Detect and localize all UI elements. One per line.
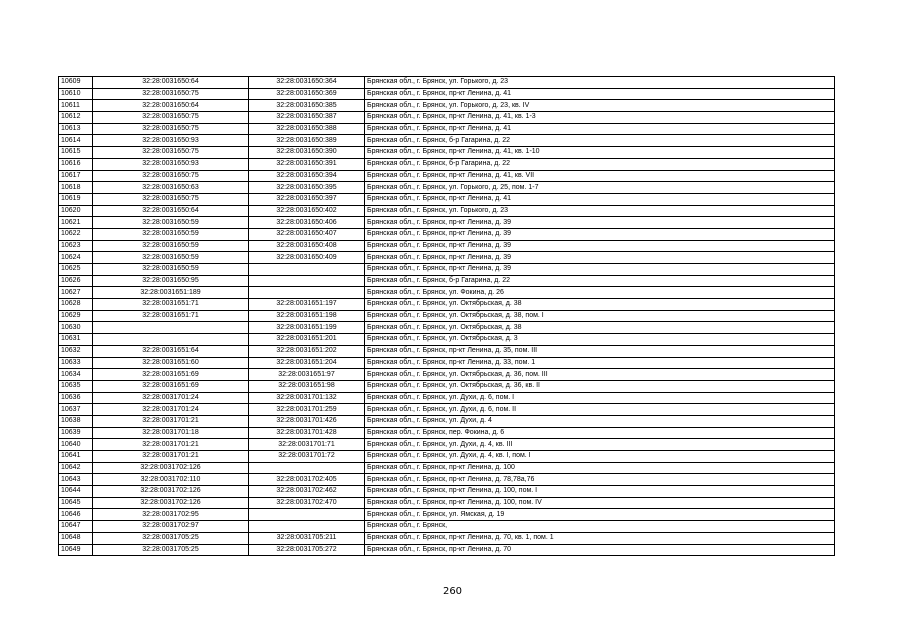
land-cadastral-number-cell: 32:28:0031651:71 bbox=[93, 299, 249, 311]
land-cadastral-number-cell: 32:28:0031650:93 bbox=[93, 135, 249, 147]
record-number-cell: 10645 bbox=[59, 497, 93, 509]
land-cadastral-number-cell: 32:28:0031650:59 bbox=[93, 217, 249, 229]
address-cell: Брянская обл., г. Брянск, ул. Ямская, д. 19 bbox=[365, 509, 835, 521]
address-cell: Брянская обл., г. Брянск, пр-кт Ленина, д. 100 bbox=[365, 462, 835, 474]
record-number-cell: 10619 bbox=[59, 193, 93, 205]
table-row bbox=[59, 123, 835, 135]
object-cadastral-number-cell: 32:28:0031650:395 bbox=[249, 182, 365, 194]
record-number-cell: 10640 bbox=[59, 439, 93, 451]
record-number-cell: 10626 bbox=[59, 275, 93, 287]
table-row bbox=[59, 357, 835, 369]
object-cadastral-number-cell bbox=[249, 275, 365, 287]
object-cadastral-number-cell: 32:28:0031650:409 bbox=[249, 252, 365, 264]
address-cell: Брянская обл., г. Брянск, пр-кт Ленина, д. 39 bbox=[365, 264, 835, 276]
land-cadastral-number-cell: 32:28:0031650:75 bbox=[93, 170, 249, 182]
object-cadastral-number-cell: 32:28:0031651:199 bbox=[249, 322, 365, 334]
record-number-cell: 10644 bbox=[59, 486, 93, 498]
table-row bbox=[59, 415, 835, 427]
table-row bbox=[59, 310, 835, 322]
object-cadastral-number-cell: 32:28:0031651:202 bbox=[249, 345, 365, 357]
record-number-cell: 10639 bbox=[59, 427, 93, 439]
address-cell: Брянская обл., г. Брянск, ул. Октябрьская, д. 38 bbox=[365, 322, 835, 334]
record-number-cell: 10629 bbox=[59, 310, 93, 322]
land-cadastral-number-cell: 32:28:0031650:75 bbox=[93, 123, 249, 135]
address-cell: Брянская обл., г. Брянск, пр-кт Ленина, д. 41 bbox=[365, 193, 835, 205]
address-cell: Брянская обл., г. Брянск, пр-кт Ленина, д. 41, кв. 1-3 bbox=[365, 112, 835, 124]
land-cadastral-number-cell bbox=[93, 334, 249, 346]
object-cadastral-number-cell: 32:28:0031650:364 bbox=[249, 77, 365, 89]
table-row bbox=[59, 228, 835, 240]
table-row bbox=[59, 521, 835, 533]
object-cadastral-number-cell: 32:28:0031650:402 bbox=[249, 205, 365, 217]
address-cell: Брянская обл., г. Брянск, пр-кт Ленина, д. 41, кв. VII bbox=[365, 170, 835, 182]
land-cadastral-number-cell: 32:28:0031705:25 bbox=[93, 544, 249, 556]
table-row bbox=[59, 392, 835, 404]
land-cadastral-number-cell: 32:28:0031701:24 bbox=[93, 404, 249, 416]
land-cadastral-number-cell: 32:28:0031701:21 bbox=[93, 439, 249, 451]
object-cadastral-number-cell: 32:28:0031650:408 bbox=[249, 240, 365, 252]
table-row bbox=[59, 369, 835, 381]
record-number-cell: 10609 bbox=[59, 77, 93, 89]
table-row bbox=[59, 509, 835, 521]
address-cell: Брянская обл., г. Брянск, пр-кт Ленина, д. 35, пом. III bbox=[365, 345, 835, 357]
address-cell: Брянская обл., г. Брянск, ул. Горького, д. 23, кв. IV bbox=[365, 100, 835, 112]
address-cell: Брянская обл., г. Брянск, пр-кт Ленина, д. 41, кв. 1-10 bbox=[365, 147, 835, 159]
record-number-cell: 10632 bbox=[59, 345, 93, 357]
object-cadastral-number-cell: 32:28:0031650:385 bbox=[249, 100, 365, 112]
land-cadastral-number-cell: 32:28:0031650:63 bbox=[93, 182, 249, 194]
address-cell: Брянская обл., г. Брянск, пр-кт Ленина, д. 70, кв. 1, пом. 1 bbox=[365, 532, 835, 544]
address-cell: Брянская обл., г. Брянск, ул. Октябрьская, д. 36, пом. III bbox=[365, 369, 835, 381]
address-cell: Брянская обл., г. Брянск, пер. Фокина, д. 6 bbox=[365, 427, 835, 439]
table-row bbox=[59, 264, 835, 276]
table-row bbox=[59, 380, 835, 392]
land-cadastral-number-cell bbox=[93, 322, 249, 334]
land-cadastral-number-cell: 32:28:0031650:75 bbox=[93, 147, 249, 159]
table-row bbox=[59, 544, 835, 556]
object-cadastral-number-cell: 32:28:0031650:390 bbox=[249, 147, 365, 159]
land-cadastral-number-cell: 32:28:0031702:95 bbox=[93, 509, 249, 521]
address-cell: Брянская обл., г. Брянск, ул. Октябрьская, д. 38 bbox=[365, 299, 835, 311]
table-row bbox=[59, 217, 835, 229]
object-cadastral-number-cell: 32:28:0031651:98 bbox=[249, 380, 365, 392]
object-cadastral-number-cell: 32:28:0031650:397 bbox=[249, 193, 365, 205]
address-cell: Брянская обл., г. Брянск, ул. Октябрьская, д. 3 bbox=[365, 334, 835, 346]
object-cadastral-number-cell: 32:28:0031705:211 bbox=[249, 532, 365, 544]
address-cell: Брянская обл., г. Брянск, пр-кт Ленина, д. 41 bbox=[365, 88, 835, 100]
record-number-cell: 10647 bbox=[59, 521, 93, 533]
record-number-cell: 10636 bbox=[59, 392, 93, 404]
table-row bbox=[59, 240, 835, 252]
record-number-cell: 10611 bbox=[59, 100, 93, 112]
table-row bbox=[59, 193, 835, 205]
table-row bbox=[59, 158, 835, 170]
land-cadastral-number-cell: 32:28:0031702:126 bbox=[93, 497, 249, 509]
land-cadastral-number-cell: 32:28:0031650:59 bbox=[93, 252, 249, 264]
address-cell: Брянская обл., г. Брянск, пр-кт Ленина, д. 39 bbox=[365, 228, 835, 240]
address-cell: Брянская обл., г. Брянск, пр-кт Ленина, д. 100, пом. I bbox=[365, 486, 835, 498]
record-number-cell: 10614 bbox=[59, 135, 93, 147]
record-number-cell: 10635 bbox=[59, 380, 93, 392]
page-number: 260 bbox=[442, 586, 463, 597]
land-cadastral-number-cell: 32:28:0031651:69 bbox=[93, 380, 249, 392]
object-cadastral-number-cell: 32:28:0031702:462 bbox=[249, 486, 365, 498]
address-cell: Брянская обл., г. Брянск, пр-кт Ленина, д. 39 bbox=[365, 217, 835, 229]
object-cadastral-number-cell: 32:28:0031705:272 bbox=[249, 544, 365, 556]
table-row bbox=[59, 135, 835, 147]
table-row bbox=[59, 334, 835, 346]
land-cadastral-number-cell: 32:28:0031650:75 bbox=[93, 88, 249, 100]
land-cadastral-number-cell: 32:28:0031701:18 bbox=[93, 427, 249, 439]
table-row bbox=[59, 112, 835, 124]
land-cadastral-number-cell: 32:28:0031702:126 bbox=[93, 486, 249, 498]
object-cadastral-number-cell: 32:28:0031651:197 bbox=[249, 299, 365, 311]
object-cadastral-number-cell: 32:28:0031651:204 bbox=[249, 357, 365, 369]
object-cadastral-number-cell: 32:28:0031651:201 bbox=[249, 334, 365, 346]
object-cadastral-number-cell: 32:28:0031701:132 bbox=[249, 392, 365, 404]
land-cadastral-number-cell: 32:28:0031650:93 bbox=[93, 158, 249, 170]
registry-table-body bbox=[59, 77, 835, 556]
record-number-cell: 10634 bbox=[59, 369, 93, 381]
address-cell: Брянская обл., г. Брянск, ул. Октябрьская, д. 38, пом. I bbox=[365, 310, 835, 322]
record-number-cell: 10646 bbox=[59, 509, 93, 521]
land-cadastral-number-cell: 32:28:0031650:64 bbox=[93, 77, 249, 89]
object-cadastral-number-cell: 32:28:0031651:97 bbox=[249, 369, 365, 381]
land-cadastral-number-cell: 32:28:0031701:21 bbox=[93, 415, 249, 427]
address-cell: Брянская обл., г. Брянск, ул. Горького, д. 25, пом. 1-7 bbox=[365, 182, 835, 194]
object-cadastral-number-cell: 32:28:0031701:72 bbox=[249, 451, 365, 463]
record-number-cell: 10637 bbox=[59, 404, 93, 416]
object-cadastral-number-cell: 32:28:0031650:387 bbox=[249, 112, 365, 124]
record-number-cell: 10630 bbox=[59, 322, 93, 334]
land-cadastral-number-cell: 32:28:0031650:64 bbox=[93, 100, 249, 112]
object-cadastral-number-cell bbox=[249, 264, 365, 276]
table-row bbox=[59, 427, 835, 439]
address-cell: Брянская обл., г. Брянск, пр-кт Ленина, д. 41 bbox=[365, 123, 835, 135]
record-number-cell: 10623 bbox=[59, 240, 93, 252]
record-number-cell: 10618 bbox=[59, 182, 93, 194]
land-cadastral-number-cell: 32:28:0031651:71 bbox=[93, 310, 249, 322]
table-row bbox=[59, 182, 835, 194]
table-row bbox=[59, 100, 835, 112]
land-cadastral-number-cell: 32:28:0031651:189 bbox=[93, 287, 249, 299]
object-cadastral-number-cell bbox=[249, 521, 365, 533]
land-cadastral-number-cell: 32:28:0031702:110 bbox=[93, 474, 249, 486]
object-cadastral-number-cell: 32:28:0031701:71 bbox=[249, 439, 365, 451]
table-row bbox=[59, 77, 835, 89]
object-cadastral-number-cell: 32:28:0031701:426 bbox=[249, 415, 365, 427]
table-row bbox=[59, 404, 835, 416]
address-cell: Брянская обл., г. Брянск, ул. Духи, д. 4, кв. III bbox=[365, 439, 835, 451]
record-number-cell: 10631 bbox=[59, 334, 93, 346]
record-number-cell: 10648 bbox=[59, 532, 93, 544]
record-number-cell: 10615 bbox=[59, 147, 93, 159]
record-number-cell: 10622 bbox=[59, 228, 93, 240]
address-cell: Брянская обл., г. Брянск, ул. Горького, д. 23 bbox=[365, 77, 835, 89]
record-number-cell: 10621 bbox=[59, 217, 93, 229]
land-cadastral-number-cell: 32:28:0031650:95 bbox=[93, 275, 249, 287]
table-row bbox=[59, 322, 835, 334]
object-cadastral-number-cell: 32:28:0031650:394 bbox=[249, 170, 365, 182]
land-cadastral-number-cell: 32:28:0031702:126 bbox=[93, 462, 249, 474]
record-number-cell: 10625 bbox=[59, 264, 93, 276]
record-number-cell: 10617 bbox=[59, 170, 93, 182]
address-cell: Брянская обл., г. Брянск, пр-кт Ленина, д. 39 bbox=[365, 252, 835, 264]
address-cell: Брянская обл., г. Брянск, ул. Фокина, д. 26 bbox=[365, 287, 835, 299]
record-number-cell: 10649 bbox=[59, 544, 93, 556]
table-row bbox=[59, 205, 835, 217]
object-cadastral-number-cell: 32:28:0031650:406 bbox=[249, 217, 365, 229]
object-cadastral-number-cell: 32:28:0031702:470 bbox=[249, 497, 365, 509]
object-cadastral-number-cell: 32:28:0031650:407 bbox=[249, 228, 365, 240]
record-number-cell: 10643 bbox=[59, 474, 93, 486]
record-number-cell: 10628 bbox=[59, 299, 93, 311]
address-cell: Брянская обл., г. Брянск, ул. Духи, д. 4, кв. I, пом. I bbox=[365, 451, 835, 463]
address-cell: Брянская обл., г. Брянск, б-р Гагарина, д. 22 bbox=[365, 135, 835, 147]
land-cadastral-number-cell: 32:28:0031651:64 bbox=[93, 345, 249, 357]
table-row bbox=[59, 252, 835, 264]
address-cell: Брянская обл., г. Брянск, б-р Гагарина, д. 22 bbox=[365, 158, 835, 170]
object-cadastral-number-cell: 32:28:0031650:369 bbox=[249, 88, 365, 100]
address-cell: Брянская обл., г. Брянск, б-р Гагарина, д. 22 bbox=[365, 275, 835, 287]
address-cell: Брянская обл., г. Брянск, ул. Октябрьская, д. 36, кв. II bbox=[365, 380, 835, 392]
record-number-cell: 10638 bbox=[59, 415, 93, 427]
address-cell: Брянская обл., г. Брянск, пр-кт Ленина, д. 100, пом. IV bbox=[365, 497, 835, 509]
registry-table bbox=[58, 76, 835, 556]
table-row bbox=[59, 439, 835, 451]
table-row bbox=[59, 345, 835, 357]
address-cell: Брянская обл., г. Брянск, пр-кт Ленина, д. 39 bbox=[365, 240, 835, 252]
record-number-cell: 10620 bbox=[59, 205, 93, 217]
land-cadastral-number-cell: 32:28:0031650:59 bbox=[93, 228, 249, 240]
table-row bbox=[59, 451, 835, 463]
address-cell: Брянская обл., г. Брянск, пр-кт Ленина, д. 78,78а,76 bbox=[365, 474, 835, 486]
object-cadastral-number-cell bbox=[249, 287, 365, 299]
object-cadastral-number-cell: 32:28:0031701:428 bbox=[249, 427, 365, 439]
record-number-cell: 10633 bbox=[59, 357, 93, 369]
table-row bbox=[59, 287, 835, 299]
record-number-cell: 10616 bbox=[59, 158, 93, 170]
address-cell: Брянская обл., г. Брянск, ул. Духи, д. 6, пом. I bbox=[365, 392, 835, 404]
record-number-cell: 10610 bbox=[59, 88, 93, 100]
address-cell: Брянская обл., г. Брянск, ул. Духи, д. 4 bbox=[365, 415, 835, 427]
record-number-cell: 10613 bbox=[59, 123, 93, 135]
land-cadastral-number-cell: 32:28:0031650:59 bbox=[93, 240, 249, 252]
table-row bbox=[59, 170, 835, 182]
object-cadastral-number-cell: 32:28:0031702:405 bbox=[249, 474, 365, 486]
table-row bbox=[59, 275, 835, 287]
address-cell: Брянская обл., г. Брянск, ул. Горького, д. 23 bbox=[365, 205, 835, 217]
object-cadastral-number-cell: 32:28:0031650:389 bbox=[249, 135, 365, 147]
record-number-cell: 10624 bbox=[59, 252, 93, 264]
table-row bbox=[59, 462, 835, 474]
record-number-cell: 10642 bbox=[59, 462, 93, 474]
object-cadastral-number-cell: 32:28:0031650:388 bbox=[249, 123, 365, 135]
object-cadastral-number-cell: 32:28:0031650:391 bbox=[249, 158, 365, 170]
address-cell: Брянская обл., г. Брянск, пр-кт Ленина, д. 33, пом. 1 bbox=[365, 357, 835, 369]
land-cadastral-number-cell: 32:28:0031705:25 bbox=[93, 532, 249, 544]
land-cadastral-number-cell: 32:28:0031650:64 bbox=[93, 205, 249, 217]
land-cadastral-number-cell: 32:28:0031701:24 bbox=[93, 392, 249, 404]
land-cadastral-number-cell: 32:28:0031650:59 bbox=[93, 264, 249, 276]
table-row bbox=[59, 497, 835, 509]
object-cadastral-number-cell bbox=[249, 509, 365, 521]
land-cadastral-number-cell: 32:28:0031702:97 bbox=[93, 521, 249, 533]
table-row bbox=[59, 147, 835, 159]
address-cell: Брянская обл., г. Брянск, ул. Духи, д. 6, пом. II bbox=[365, 404, 835, 416]
land-cadastral-number-cell: 32:28:0031650:75 bbox=[93, 193, 249, 205]
address-cell: Брянская обл., г. Брянск, bbox=[365, 521, 835, 533]
table-row bbox=[59, 532, 835, 544]
table-row bbox=[59, 299, 835, 311]
table-row bbox=[59, 486, 835, 498]
record-number-cell: 10612 bbox=[59, 112, 93, 124]
address-cell: Брянская обл., г. Брянск, пр-кт Ленина, д. 70 bbox=[365, 544, 835, 556]
record-number-cell: 10641 bbox=[59, 451, 93, 463]
object-cadastral-number-cell bbox=[249, 462, 365, 474]
object-cadastral-number-cell: 32:28:0031651:198 bbox=[249, 310, 365, 322]
land-cadastral-number-cell: 32:28:0031651:69 bbox=[93, 369, 249, 381]
object-cadastral-number-cell: 32:28:0031701:259 bbox=[249, 404, 365, 416]
record-number-cell: 10627 bbox=[59, 287, 93, 299]
land-cadastral-number-cell: 32:28:0031651:60 bbox=[93, 357, 249, 369]
land-cadastral-number-cell: 32:28:0031701:21 bbox=[93, 451, 249, 463]
table-row bbox=[59, 88, 835, 100]
land-cadastral-number-cell: 32:28:0031650:75 bbox=[93, 112, 249, 124]
table-row bbox=[59, 474, 835, 486]
